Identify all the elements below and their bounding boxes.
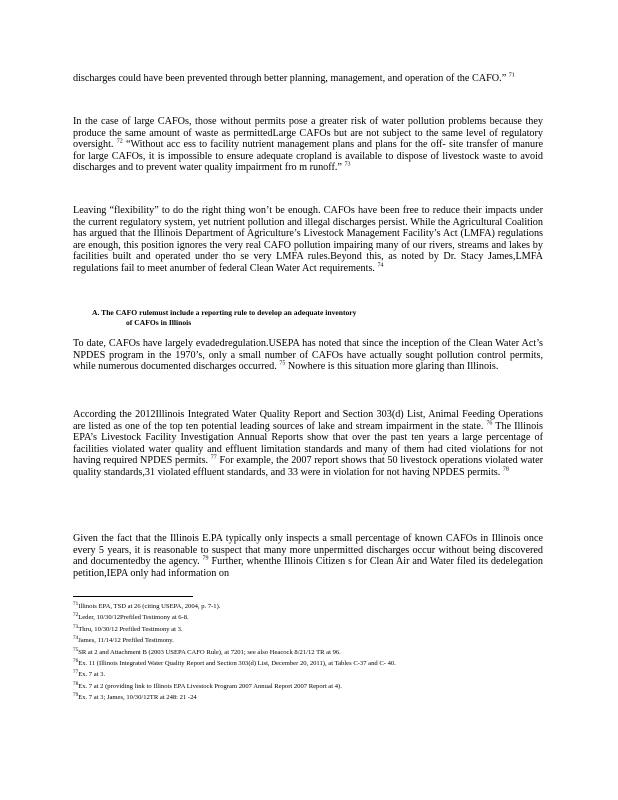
footnote: $^{72}$Leder, 10/30/12Prefiled Testimony at 6-8. <box>73 612 189 622</box>
footnote-divider <box>73 596 193 597</box>
heading-line-2: of CAFOs in Illinois <box>126 318 192 327</box>
footnote: $^{78}$Ex. 7 at 2 (providing link to Illinois EPA Livestock Program 2007 Annual Report 2007 Report at 4). <box>73 680 342 690</box>
paragraph-6 <box>73 533 543 579</box>
footnote: $^{75}$SR at 2 and Attachment B (2003 USEPA CAFO Rule), at 7201; see also Heacock 8/21/12 TR at 96. <box>73 646 341 656</box>
footnote-ref: 74 <box>377 262 384 269</box>
paragraph-text: Given the fact that the Illinois E.PA typically only inspects a small percentage of known CAFOs in Illinois once every 5 years, it is reasonable to suspect that many more unpermitted discharges occur without being discovered and documentedby the agency. <box>73 533 543 568</box>
footnote-ref: 71 <box>508 72 515 79</box>
footnote: $^{74}$James, 11/14/12 Prefiled Testimony. <box>73 635 174 645</box>
footnote-ref: 78 <box>502 466 509 473</box>
footnote-ref: 72 <box>116 138 123 145</box>
paragraph-3 <box>73 205 543 275</box>
paragraph-1 <box>73 73 543 85</box>
section-heading <box>92 308 532 328</box>
footnote: $^{71}$Illinois EPA, TSD at 26 (citing USEPA, 2004, p. 7-1). <box>73 601 221 610</box>
paragraph-text: discharges could have been prevented through better planning, management, and operation of the CAFO.” <box>73 73 507 84</box>
paragraph-text: Further, whenthe Illinois Citizen s for Clean Air and Water filed its dedelegation petition,IEPA only had information on <box>73 556 543 579</box>
footnote-ref: 73 <box>344 161 351 168</box>
heading-line-1: A. The CAFO rulemust include a reporting rule to develop an adequate inventory <box>92 308 357 317</box>
paragraph-text: To date, CAFOs have largely evadedregulation.USEPA has noted that since the inception of the Clean Water Act’s NPDES program in the 1970’s, only a small number of CAFOs have actually sought pollution control permits, while numerous documented discharges occurred. <box>73 338 543 373</box>
paragraph-text: For example, the 2007 report shows that 50 livestock operations violated water quality standards,31 violated effluent standards, and 33 were in violation for not having NPDES permits. <box>73 455 543 478</box>
paragraph-text: The Illinois EPA’s Livestock Facility Investigation Annual Reports show that over the past ten years a large percentage of facilities violated water quality and effluent limitation standards and many of them had cited violations for not having required NPDES permits. <box>73 420 543 467</box>
footnote-ref: 77 <box>210 454 217 461</box>
footnote-ref: 79 <box>202 555 209 562</box>
footnote-ref: 76 <box>486 420 493 427</box>
footnote: $^{79}$Ex. 7 at 3; James, 10/30/12TR at 248: 21 -24 <box>73 692 197 702</box>
footnote: $^{76}$Ex. 11 (Illinois Integrated Water Quality Report and Section 303(d) List, December 20, 2011), at Tables C-37 and C- 40. <box>73 658 396 668</box>
footnote-ref: 75 <box>279 360 286 367</box>
footnote: $^{77}$Ex. 7 at 3. <box>73 669 106 679</box>
paragraph-text: Nowhere is this situation more glaring than Illinois. <box>287 361 499 373</box>
paragraph-5 <box>73 409 543 479</box>
paragraph-text: “Without acc ess to facility nutrient management plans and plans for the off- site transfer of manure for large CAFOs, it is impossible to ensure adequate cropland is available to dispose of livestock waste to avoid discharges and to prevent water quality impairment fro m runoff.” <box>73 139 544 174</box>
paragraph-text: In the case of large CAFOs, those without permits pose a greater risk of water pollution problems because they produce the same amount of waste as permittedLarge CAFOs but are not subject to the same level of regulatory oversight. <box>73 116 543 151</box>
paragraph-text: Leaving “flexibility” to do the right thing won’t be enough. CAFOs have been free to reduce their impacts under the current regulatory system, yet nutrient pollution and illegal discharges persist. While the Agricultural Coalition has argued that the Illinois Department of Agriculture’s Livestock Management Facility’s Act (LMFA) regulations are enough, this position ignores the very real CAFO pollution impairing many of our rivers, streams and lakes by facilities built and operated under tho se very LMFA rules.Beyond this, as noted by Dr. Stacy James,LMFA regulations fail to meet anumber of federal Clean Water Act requirements. <box>73 205 543 274</box>
footnotes <box>73 601 543 704</box>
paragraph-text: According the 2012Illinois Integrated Water Quality Report and Section 303(d) List, Animal Feeding Operations are listed as one of the top ten potential leading sources of lake and stream impairment in the state. <box>73 409 543 432</box>
paragraph-2 <box>73 116 543 174</box>
paragraph-4 <box>73 338 543 373</box>
footnote: $^{73}$Thru, 10/30/12 Prefiled Testimony at 3. <box>73 623 183 633</box>
